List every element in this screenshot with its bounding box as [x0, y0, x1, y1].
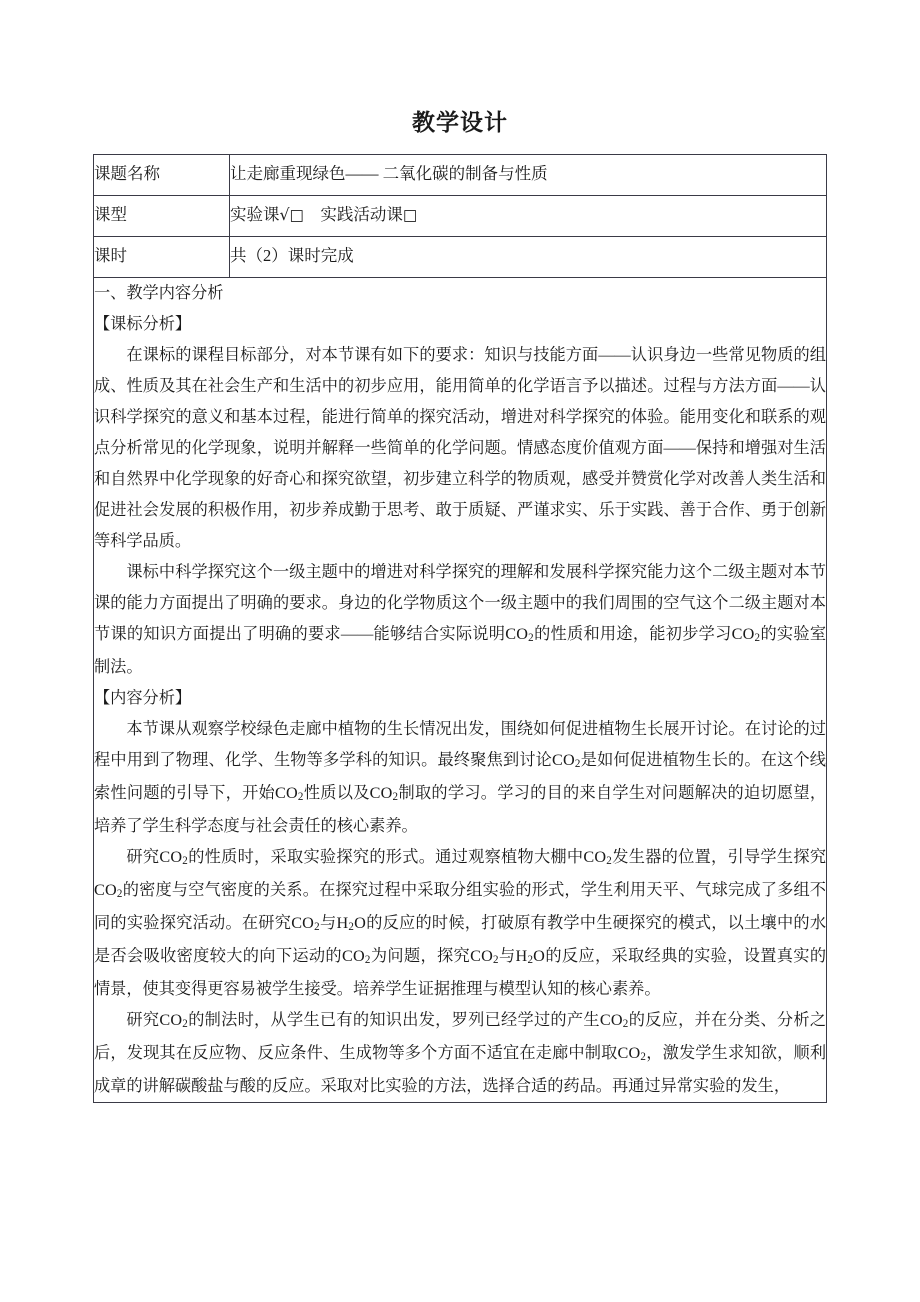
text-run: 为问题，探究: [370, 946, 471, 965]
chem-co2: $CO_2$: [94, 880, 123, 901]
row-label-topic-name: 课题名称: [94, 154, 230, 195]
chem-co2: $CO_2$: [159, 1010, 188, 1031]
paragraph-curriculum-goals: 在课标的课程目标部分，对本节课有如下的要求：知识与技能方面——认识身边一些常见物质的组成、性质及其在社会生产和生活中的初步应用，能用简单的化学语言予以描述。过程与方法方面——认识科学探究的意义和基本过程，能进行简单的探究活动，增进对科学探究的体验。能用变化和联系的观点分析常见的化学现象，说明并解释一些简单的化学问题。情感态度价值观方面——保持和增强对生活和自然界中化学现象的好奇心和探究欲望，初步建立科学的物质观，感受并赞赏化学对改善人类生活和促进社会发展的积极作用，初步养成勤于思考、敢于质疑、严谨求实、乐于实践、善于合作、勇于创新等科学品质。: [94, 345, 826, 550]
chem-co2: $CO_2$: [599, 1010, 629, 1031]
chem-h2o: $H_2O$: [515, 946, 546, 967]
text-run: 的性质时，采取实验探究的形式。通过观察植物大棚中: [187, 847, 584, 866]
page-title: 教学设计: [412, 109, 508, 135]
row-value-lesson-type: [230, 195, 827, 236]
subheading-curriculum-analysis: 【课标分析】: [94, 314, 192, 333]
table-row-body: [94, 277, 827, 1102]
paragraph-curriculum-themes: [94, 557, 826, 683]
text-run: 与: [498, 946, 516, 965]
text-run: 是如何促进植物生长的。在这个线索性问题的引导下，开始: [94, 750, 826, 802]
checkmark-icon: √: [279, 205, 290, 225]
text-run: 的密度与空气密度的关系。在探究过程中采取分组实验的形式，学生利用天平、气球完成了多组不同的实验探究活动。在研究: [94, 880, 826, 932]
row-value-class-hours: 共（2）课时完成: [230, 236, 827, 277]
text-run: 的实验室制法。: [94, 624, 827, 676]
option-practice-label: 实践活动课: [320, 205, 403, 225]
option-experiment-label: 实验课: [230, 205, 280, 225]
text-run: 发生器的位置，引导学生探究: [611, 847, 827, 866]
text-run: 的反应，采取经典的实验，设置真实的情景，使其变得更容易被学生接受。培养学生证据推理与模型认知的核心素养。: [94, 946, 827, 998]
text-run: ，激发学生求知欲，顺利成章的讲解碳酸盐与酸的反应。采取对比实验的方法，选择合适的药品。再通过异常实验的发生，: [94, 1043, 827, 1095]
text-run: 本节课从观察学校绿色走廊中植物的生长情况出发，围绕如何促进植物生长展开讨论。在讨论的过程中用到了物理、化学、生物等多学科的知识。最终聚焦到讨论: [94, 719, 826, 769]
checkbox-practice[interactable]: □: [402, 206, 418, 225]
chem-co2: $CO_2$: [617, 1043, 647, 1064]
table-row: [94, 236, 827, 277]
row-value-topic-name: 让走廊重现绿色—— 二氧化碳的制备与性质: [230, 154, 827, 195]
text-run: 课标中科学探究这个一级主题中的增进对科学探究的理解和发展科学探究能力这个二级主题对本节课的能力方面提出了明确的要求。身边的化学物质这个一级主题中的我们周围的空气这个二级主题对本节课的知识方面提出了明确的要求——能够结合实际说明: [94, 562, 826, 643]
text-run: 的制法时，从学生已有的知识出发，罗列已经学过的产生: [187, 1010, 600, 1029]
chem-co2: $CO_2$: [341, 946, 371, 967]
text-run: 与: [319, 913, 337, 932]
chem-co2: $CO_2$: [552, 750, 581, 771]
row-label-lesson-type: 课型: [94, 195, 230, 236]
text-run: 性质以及: [303, 783, 370, 802]
chem-co2: $CO_2$: [470, 946, 499, 967]
content-analysis-cell: [94, 277, 827, 1102]
checkbox-experiment[interactable]: □: [289, 206, 304, 225]
subheading-content-analysis: 【内容分析】: [94, 688, 192, 707]
text-run: 研究: [126, 1010, 160, 1029]
chem-co2: $CO_2$: [583, 847, 612, 868]
content-analysis-body: [94, 278, 826, 1102]
chem-co2: $CO_2$: [505, 624, 534, 645]
paragraph-properties-research: [94, 842, 826, 1005]
chem-co2: $CO_2$: [291, 913, 320, 934]
text-run: 的性质和用途，能初步学习: [533, 624, 732, 643]
chem-h2o: $H_2O$: [336, 913, 366, 934]
chem-co2: $CO_2$: [731, 624, 761, 645]
row-label-class-hours: 课时: [94, 236, 230, 277]
text-run: 的反应，并在分类、分析之后，发现其在反应物、反应条件、生成物等多个方面不适宜在走廊中制取: [94, 1010, 827, 1062]
table-row: [94, 195, 827, 236]
paragraph-preparation-research: [94, 1005, 826, 1102]
spacer: [304, 205, 321, 224]
text-run: 制取的学习。学习的目的来自学生对问题解决的迫切愿望，培养了学生科学态度与社会责任的核心素养。: [94, 783, 827, 835]
chem-co2: $CO_2$: [274, 783, 304, 804]
chem-co2: $CO_2$: [369, 783, 399, 804]
text-run: 研究: [126, 847, 160, 866]
paragraph-lesson-intro: [94, 714, 826, 842]
chem-co2: $CO_2$: [159, 847, 188, 868]
table-row: [94, 154, 827, 195]
text-run: 的反应的时候，打破原有教学中生硬探究的模式，以土壤中的水是否会吸收密度较大的向下运动的: [94, 913, 827, 965]
section-heading-teaching-content: 一、教学内容分析: [94, 283, 224, 302]
lesson-plan-table: [93, 154, 827, 1103]
